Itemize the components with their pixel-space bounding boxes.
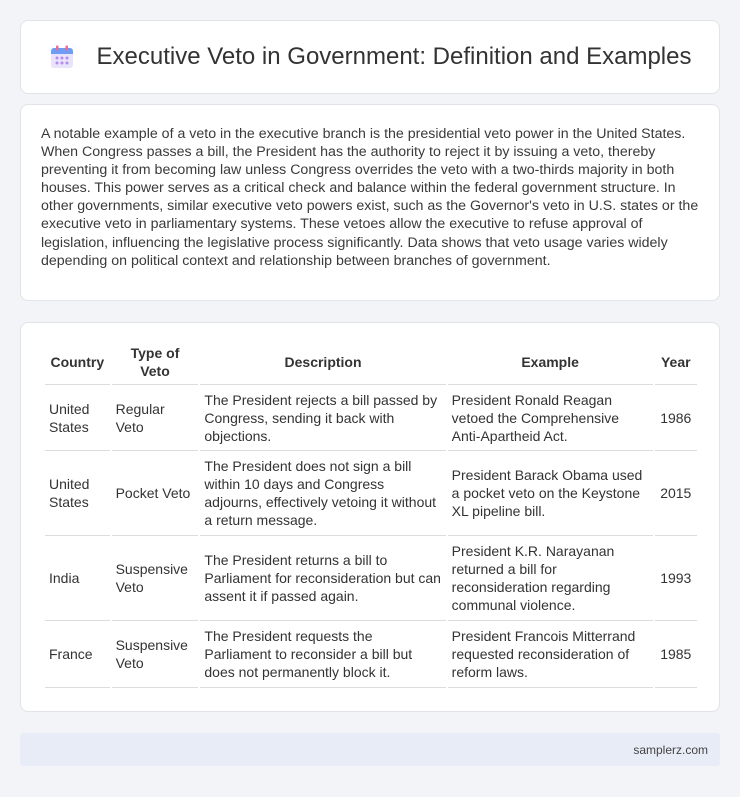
cell-example: President Barack Obama used a pocket veto on the Keystone XL pipeline bill.	[448, 451, 653, 536]
cell-type: Pocket Veto	[112, 451, 199, 536]
intro-paragraph: A notable example of a veto in the executive branch is the presidential veto power in the United States. When Congress passes a bill, the President has the authority to reject it by issuing a veto, thereby preventing it from becoming law unless Congress overrides the veto with a two-thirds majority in both houses. This power serves as a critical check and balance within the federal government structure. In other governments, similar executive veto powers exist, such as the Governor's veto in U.S. states or the executive veto in parliamentary systems. These vetoes allow the executive to refuse approval of legislation, influencing the legislative process significantly. Data shows that veto usage varies widely depending on political context and relationship between branches of government.	[41, 126, 699, 269]
cell-description: The President rejects a bill passed by Congress, sending it back with objections.	[200, 385, 445, 451]
cell-description: The President does not sign a bill within 10 days and Congress adjourns, effectively vetoing it without a return message.	[200, 451, 445, 536]
header-description: Description	[200, 339, 445, 385]
footer-bar	[20, 733, 720, 766]
footer-site-link[interactable]: samplerz.com	[633, 742, 708, 757]
table-row	[45, 451, 697, 536]
title-card	[20, 20, 720, 94]
cell-year: 2015	[655, 451, 697, 536]
cell-example: President Ronald Reagan vetoed the Comprehensive Anti-Apartheid Act.	[448, 385, 653, 451]
cell-description: The President requests the Parliament to reconsider a bill but does not permanently block it.	[200, 621, 445, 688]
cell-example: President Francois Mitterrand requested reconsideration of reform laws.	[448, 621, 653, 688]
table-row	[45, 621, 697, 688]
intro-card	[20, 104, 720, 301]
table-header-row	[45, 339, 697, 385]
cell-year: 1993	[655, 536, 697, 621]
header-example: Example	[448, 339, 653, 385]
calendar-icon	[49, 44, 75, 70]
header-year: Year	[655, 339, 697, 385]
cell-year: 1986	[655, 385, 697, 451]
cell-year: 1985	[655, 621, 697, 688]
cell-description: The President returns a bill to Parliament for reconsideration but can assent it if passed again.	[200, 536, 445, 621]
table-row	[45, 385, 697, 451]
cell-country: India	[45, 536, 110, 621]
page-title: Executive Veto in Government: Definition and Examples	[96, 43, 692, 70]
veto-table	[43, 339, 699, 688]
cell-type: Suspensive Veto	[112, 621, 199, 688]
header-type: Type of Veto	[112, 339, 199, 385]
cell-example: President K.R. Narayanan returned a bill for reconsideration regarding communal violence.	[448, 536, 653, 621]
cell-type: Regular Veto	[112, 385, 199, 451]
cell-type: Suspensive Veto	[112, 536, 199, 621]
cell-country: France	[45, 621, 110, 688]
cell-country: United States	[45, 385, 110, 451]
cell-country: United States	[45, 451, 110, 536]
table-card	[20, 322, 720, 712]
table-row	[45, 536, 697, 621]
header-country: Country	[45, 339, 110, 385]
